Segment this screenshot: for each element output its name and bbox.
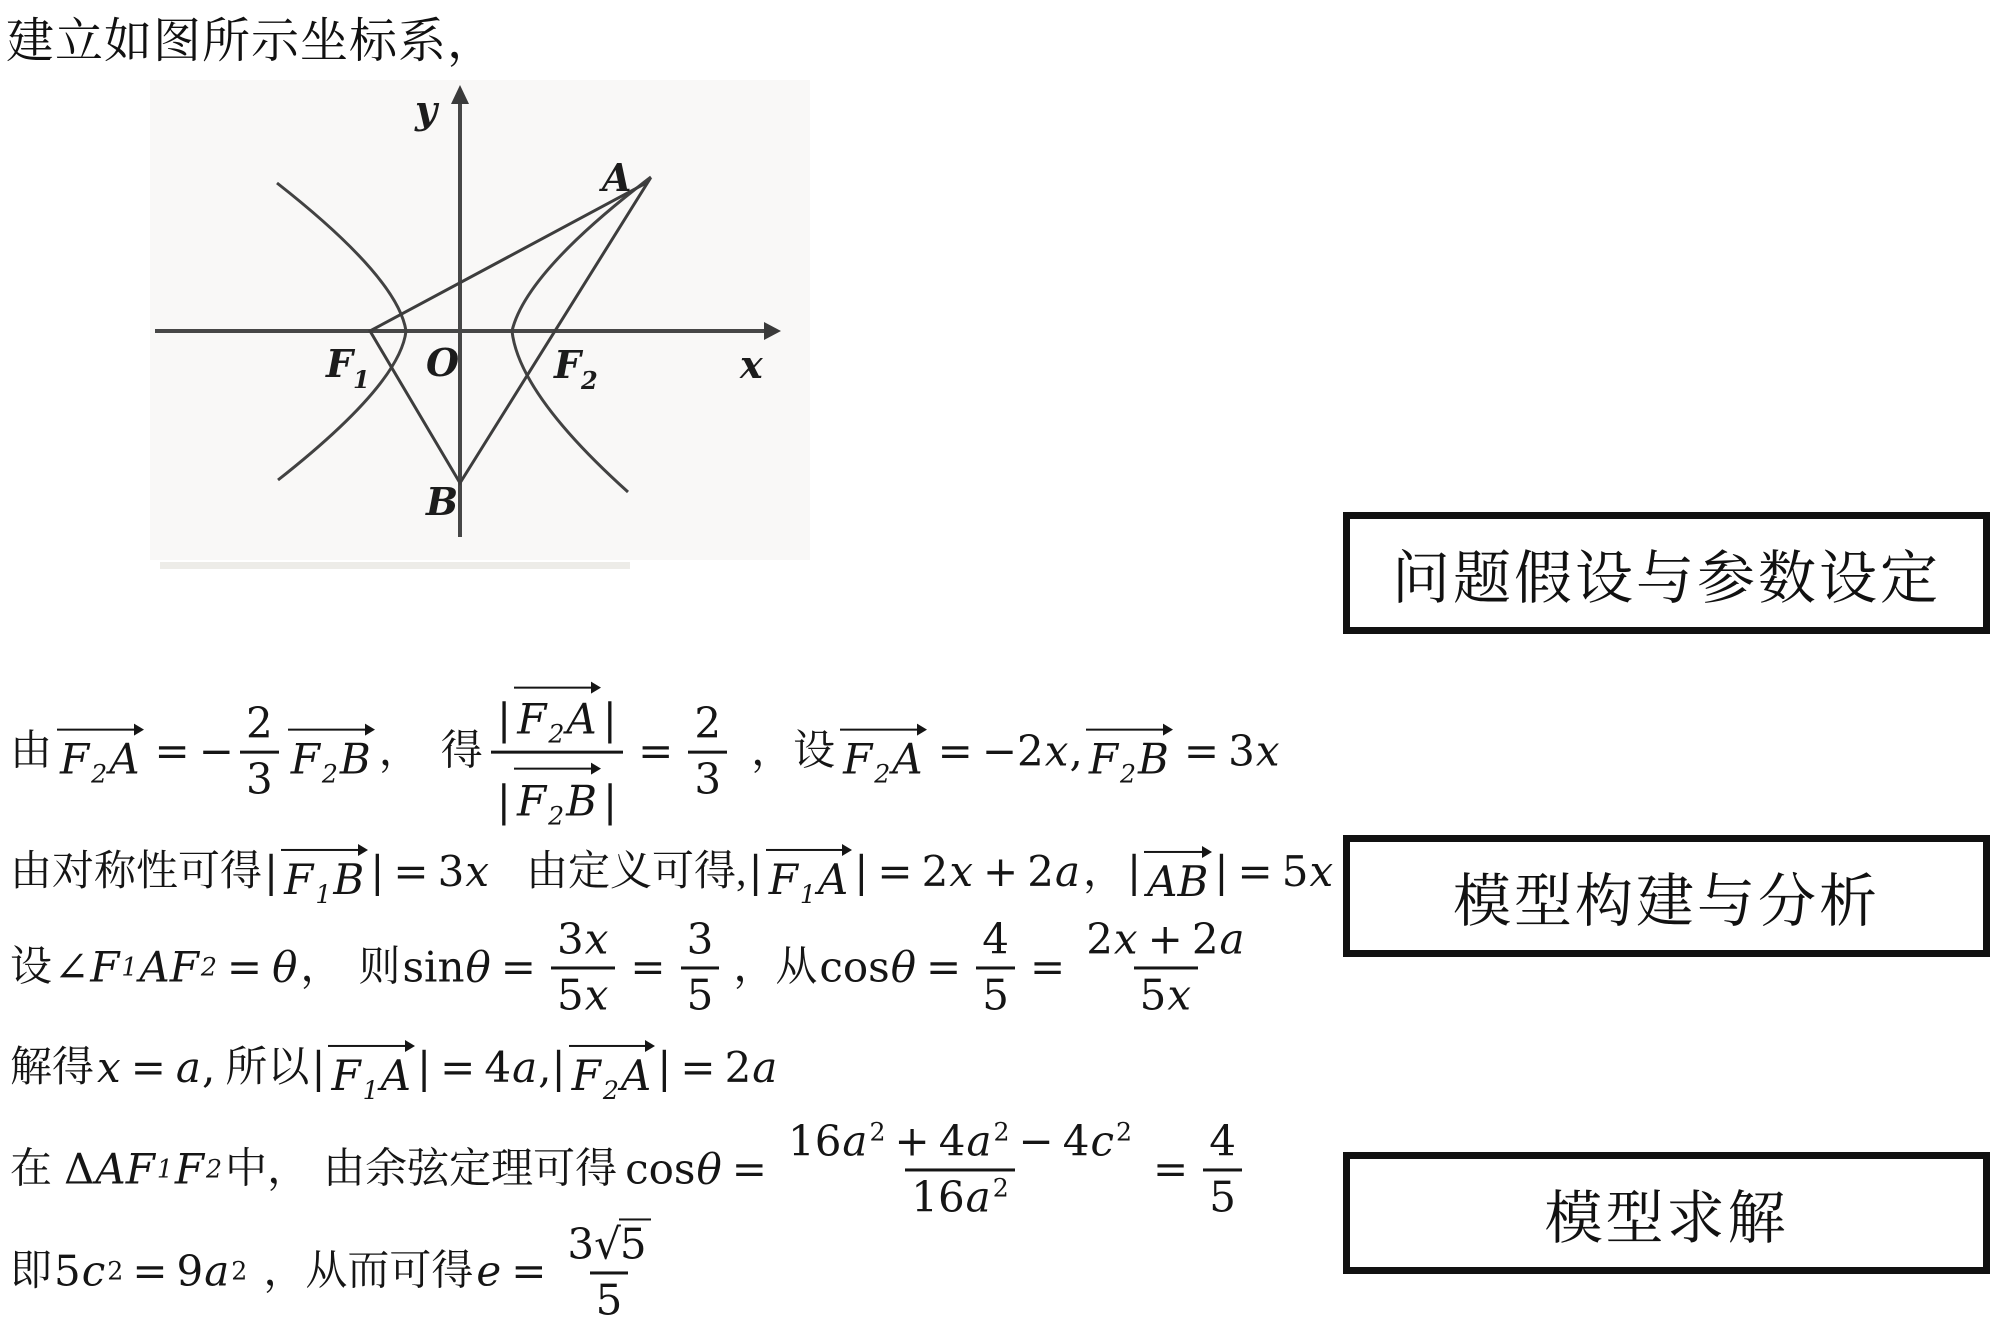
vector-overline-arrow: $F_1A$ [765,836,853,908]
label-y: y [415,87,438,132]
label-O: O [426,340,460,385]
label-x: x [740,342,763,387]
radical-sign: √ [594,1219,621,1269]
coordinate-figure [150,80,810,600]
label-F1: $F_1$ [326,341,370,394]
vector-overline-arrow: $F_2B$ [513,756,601,831]
label-F2: $F_2$ [554,342,598,395]
vector-overline-arrow: $F_2A$ [839,716,927,788]
vector-overline-arrow: $F_2A$ [56,716,144,788]
vector-overline-arrow: $F_2B$ [287,716,375,788]
math-line-3: 设 ∠ F 1 AF 2 = θ ， 则 sin θ = $\frac{3x}{5x}$ = $\frac{3}{5}$ ，从 cos θ = $\frac{4}{5}$ = $\frac{2x + 2a}{5x}$ [10,914,1245,1020]
vector-overline-arrow: AB [1143,839,1212,906]
page-title: 建立如图所示坐标系， [6,15,497,68]
vector-overline-arrow: $F_1A$ [327,1032,415,1104]
flow-box-model-solving [1343,1152,1990,1274]
flow-box-problem-setup [1343,512,1990,634]
vector-overline-arrow: $F_2B$ [1085,716,1173,788]
math-line-5: 在 Δ AF 1 F 2 中， 由余弦定理可得 cos θ = $\frac{16a^2 + 4a^2 - 4c^2}{16a^2}$ = $\frac{4}{5}$ [8,1117,1248,1222]
math-line-6: 即 5 c 2 = 9 a 2 ，从而可得 e = 3 √ 5 5 [8,1218,663,1325]
vector-overline-arrow: $F_1B$ [280,836,368,908]
figure-background [150,80,810,560]
flow-box-model-solving-label: 模型求解 [1544,1186,1789,1251]
label-B: B [426,479,459,524]
scan-smudge [160,562,630,569]
math-line-4: 解得 x = a , 所以 | $F_1A$ | = 4 a , | $F_2A$ | = 2 a [8,1032,778,1104]
vector-overline-arrow: $F_2A$ [568,1032,656,1104]
label-A: A [602,155,632,200]
math-line-1: 由 $F_2A$ = − $\frac{2}{3}$ $F_2B$ ， 得 $\frac{| F_2A |}{| F_2B |}$ = $\frac{2}{3}$ ，设 $F_2A$ = −2 x , $F_2B$ = 3 x [8,674,1281,831]
math-line-2: 由对称性可得 | $F_1B$ | = 3 x 由定义可得, | $F_1A$ | = 2 x + 2 a ， | AB | = 5 x [8,836,1334,908]
flow-box-problem-setup-label: 问题假设与参数设定 [1391,546,1941,611]
flow-box-model-construction [1343,835,1990,957]
vector-overline-arrow: $F_2A$ [513,674,601,749]
flow-box-model-construction-label: 模型构建与分析 [1452,869,1880,934]
